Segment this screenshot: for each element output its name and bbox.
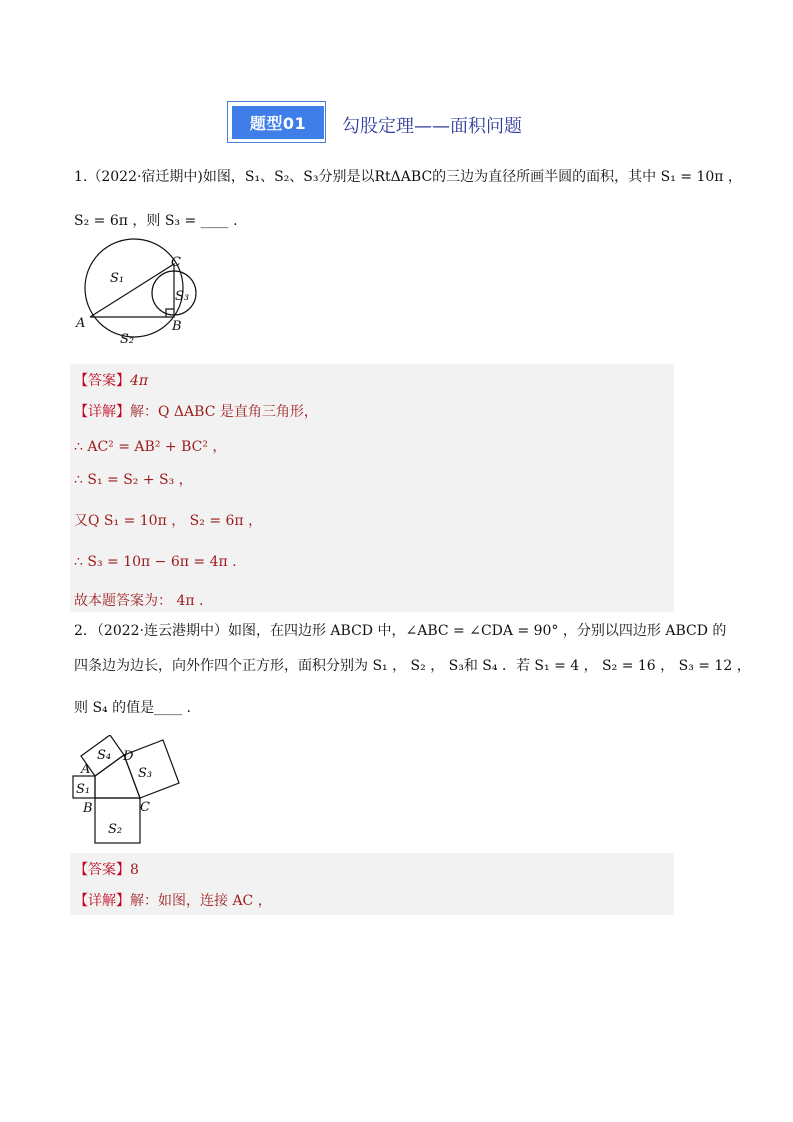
q1-detail-line5: ∴ S₃ = 10π − 6π = 4π . [74,554,237,570]
q1-answer-value: 4π [130,373,149,389]
q2-answer-value: 8 [130,862,139,878]
badge-label: 题型01 [232,106,324,139]
q1-semicircle-s1-s2 [85,239,183,337]
q2-label-b: B [83,801,93,816]
q2-answer-tag: 【答案】 [74,862,130,878]
q1-label-c: C [171,255,181,270]
q1-detail-line2: ∴ AC² = AB² + BC² ， [74,439,227,455]
q2-detail-tag: 【详解】 [74,893,130,909]
q2-label-c: C [140,800,150,815]
q1-figure [70,238,200,360]
q2-detail [74,891,272,911]
q1-label-s3: S₃ [175,289,190,304]
q1-label-b: B [172,319,182,334]
q2-label-s2: S₂ [108,822,123,837]
q2-label-a: A [81,762,91,777]
q2-answer [74,860,139,880]
section-title: 勾股定理——面积问题 [342,116,522,137]
q1-label-a: A [76,316,86,331]
q1-detail-line4: 又Q S₁ = 10π ， S₂ = 6π ， [74,513,263,529]
q1-answer-tag: 【答案】 [74,373,130,389]
q2-stem-line1: 2．（2022·连云港期中）如图，在四边形 ABCD 中，∠ABC = ∠CDA = 90° ，分别以四边形 ABCD 的 [74,623,727,639]
q2-label-s3: S₃ [138,766,153,781]
q2-label-s1: S₁ [76,782,91,797]
section-badge [227,101,330,145]
q1-detail-tag: 【详解】 [74,404,130,420]
q2-figure [66,735,191,847]
q2-detail-text: 解：如图，连接 AC ， [130,893,272,909]
q2-stem-line3: 则 S₄ 的值是____ . [74,700,192,716]
q1-stem-line2: S₂ = 6π ，则 S₃ = ____ . [74,213,238,229]
q1-detail-line1 [74,402,318,422]
q1-detail-text-1: 解：Q ΔABC 是直角三角形， [130,404,318,420]
q1-label-s2: S₂ [120,332,135,347]
q1-answer [74,371,148,391]
q2-stem-line2: 四条边为边长，向外作四个正方形，面积分别为 S₁ ， S₂ ， S₃和 S₄ ．若 S₁ = 4 ， S₂ = 16 ， S₃ = 12 ， [74,658,751,674]
q2-label-d: D [123,749,134,764]
q1-detail-line3: ∴ S₁ = S₂ + S₃ ， [74,472,193,488]
q1-stem-line1: 1.（2022·宿迁期中)如图，S₁、S₂、S₃分别是以RtΔABC的三边为直径所画半圆的面积，其中 S₁ = 10π ， [74,169,742,185]
q1-label-s1: S₁ [110,271,125,286]
q1-triangle [90,264,174,317]
q1-conclusion: 故本题答案为： 4π . [74,593,204,609]
q1-right-angle [166,309,174,317]
q2-label-s4: S₄ [97,748,112,763]
